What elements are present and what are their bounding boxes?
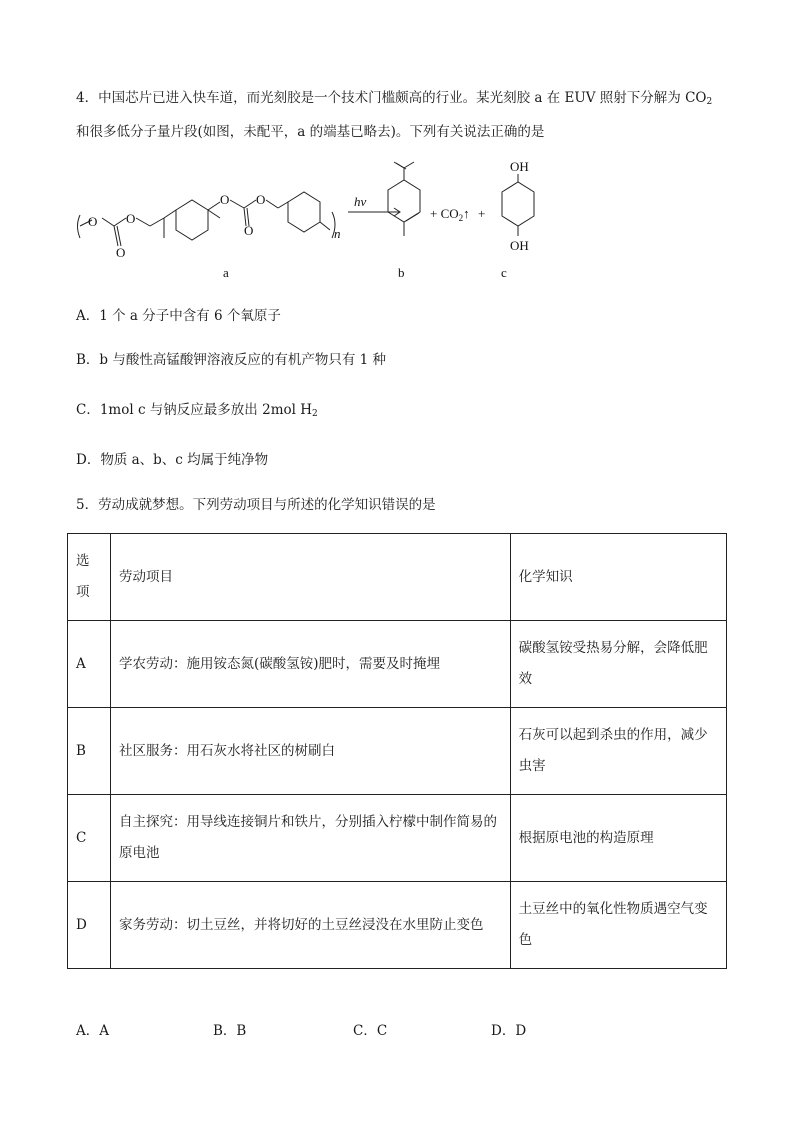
q4-option-c[interactable] [76,400,318,424]
row-option: A [68,621,111,708]
reaction-figure [70,160,550,285]
atom-o-4: O [256,192,266,207]
table-row [68,882,727,969]
row-knowledge: 根据原电池的构造原理 [510,795,726,882]
table-header-row [68,534,727,621]
row-option: D [68,882,111,969]
atom-o-carbonyl-1: O [116,245,126,260]
table-row [68,708,727,795]
atom-oh-bottom: OH [510,238,529,253]
q4-option-c-text: C．1mol c 与钠反应最多放出 2mol H [76,402,312,418]
q4-option-b[interactable]: B．b 与酸性高锰酸钾溶液反应的有机产物只有 1 种 [76,352,387,368]
h2-subscript: 2 [312,409,318,419]
atom-o-3: O [220,192,230,207]
table-row [68,795,727,882]
header-item: 劳动项目 [110,534,510,621]
atom-oh-top: OH [510,160,529,174]
atom-o-2: O [126,211,136,226]
row-option: B [68,708,111,795]
row-knowledge: 碳酸氢铵受热易分解，会降低肥效 [510,621,726,708]
plus-co2: + $CO_2↑$ [430,206,470,223]
plus-sign: + [478,206,486,221]
q5-answer-c[interactable]: C．C [353,1023,388,1039]
label-b: b [398,265,405,280]
co2-subscript: 2 [706,97,713,107]
repeat-n: n [334,226,341,241]
q4-stem-line1 [76,88,712,112]
q4-stem-text: 4．中国芯片已进入快车道，而光刻胶是一个技术门槛颇高的行业。某光刻胶 a 在 EUV 照射下分解为 CO [76,90,707,106]
q4-option-d[interactable]: D．物质 a、b、c 均属于纯净物 [76,452,269,468]
hv-label: hν [354,194,367,209]
q4-stem-line2: 和很多低分子量片段(如图，未配平，a 的端基已略去)。下列有关说法正确的是 [76,124,545,140]
q5-stem: 5．劳动成就梦想。下列劳动项目与所述的化学知识错误的是 [76,497,436,513]
q4-option-a[interactable]: A．1 个 a 分子中含有 6 个氧原子 [76,308,281,324]
atom-o-carbonyl-2: O [244,223,254,238]
bracket-left [78,215,81,238]
row-item: 社区服务：用石灰水将社区的树刷白 [110,708,510,795]
row-knowledge: 土豆丝中的氧化性物质遇空气变色 [510,882,726,969]
label-a: a [223,265,229,280]
table-row [68,621,727,708]
label-c: c [501,265,507,280]
q5-answer-a[interactable]: A．A [76,1023,109,1039]
row-knowledge: 石灰可以起到杀虫的作用，减少虫害 [510,708,726,795]
header-knowledge: 化学知识 [510,534,726,621]
header-option: 选项 [68,534,111,621]
row-item: 家务劳动：切土豆丝，并将切好的土豆丝浸没在水里防止变色 [110,882,510,969]
q5-answer-d[interactable]: D．D [491,1023,527,1039]
row-item: 自主探究：用导线连接铜片和铁片，分别插入柠檬中制作简易的原电池 [110,795,510,882]
row-item: 学农劳动：施用铵态氮(碳酸氢铵)肥时，需要及时掩埋 [110,621,510,708]
atom-o-1: O [88,214,98,229]
q5-table [67,533,727,969]
q5-answer-b[interactable]: B．B [213,1023,247,1039]
row-option: C [68,795,111,882]
